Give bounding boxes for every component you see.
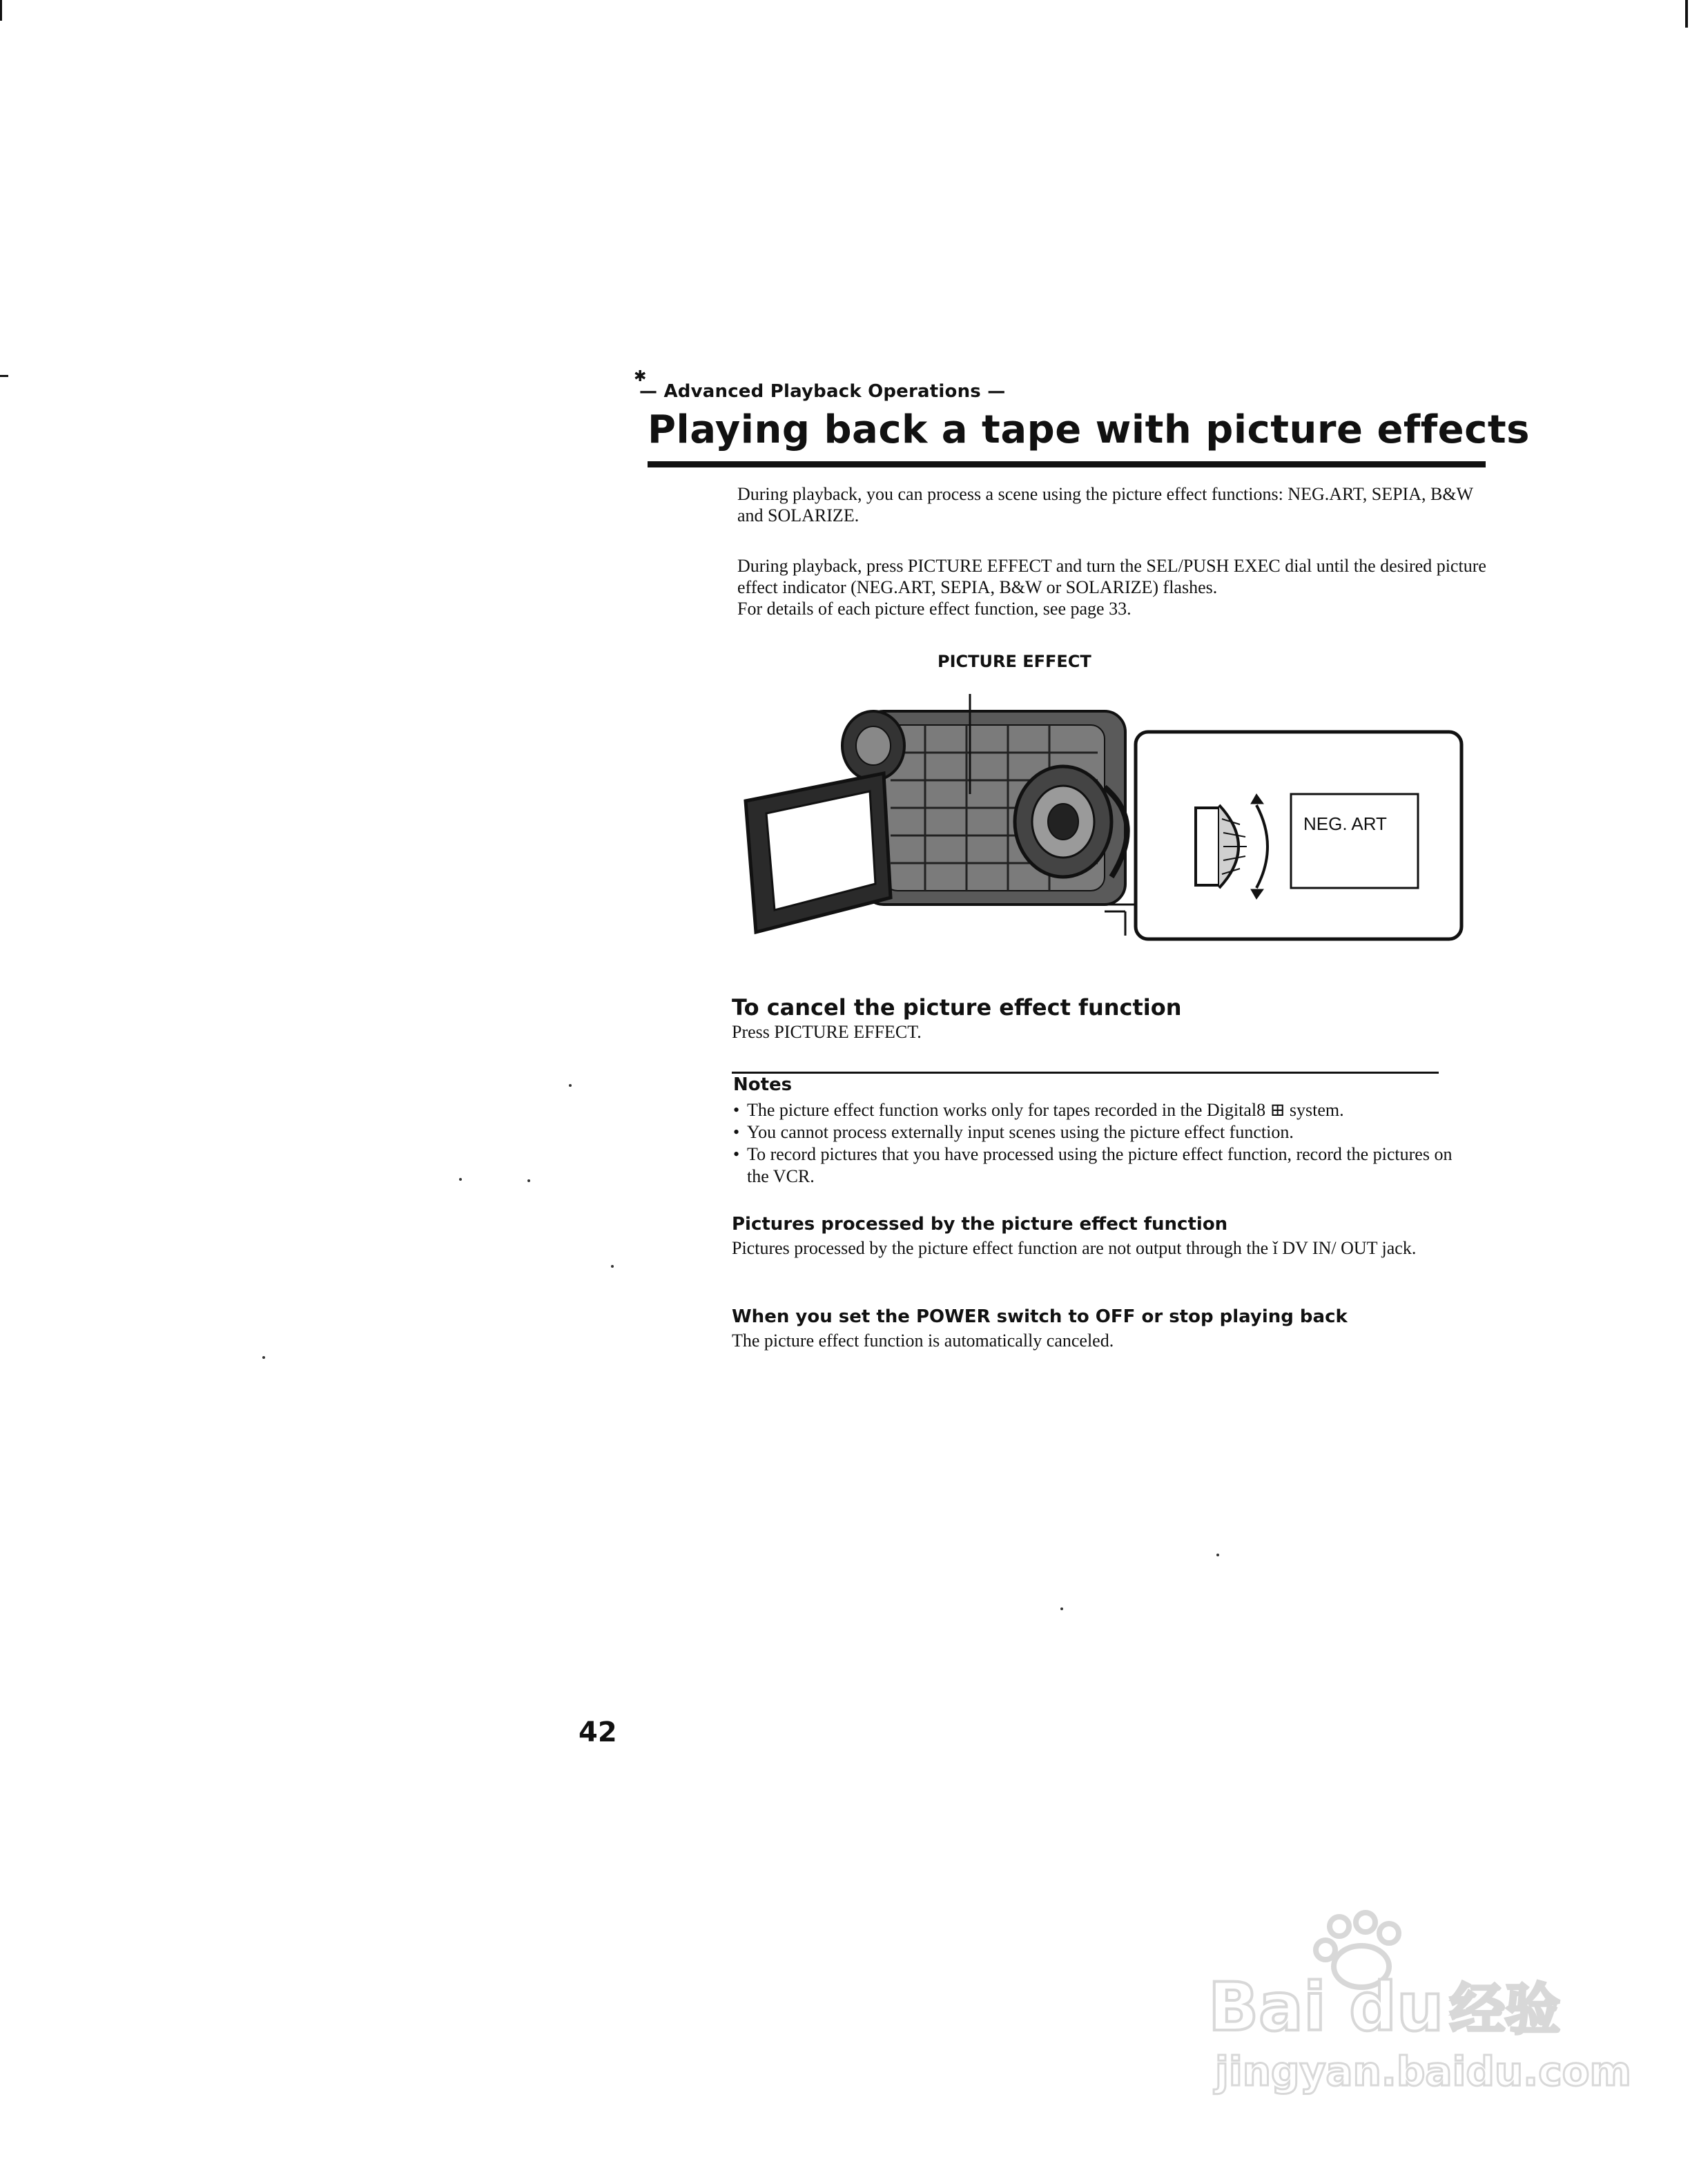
scan-speck xyxy=(459,1178,462,1181)
watermark-cn: 经验 xyxy=(1450,1978,1560,2042)
note-item: • The picture effect function works only for tapes recorded in the Digital8 ⊞ system. xyxy=(733,1100,1344,1120)
scan-speck xyxy=(527,1179,530,1182)
scan-speck xyxy=(1216,1554,1219,1556)
picture-effect-button-label: PICTURE EFFECT xyxy=(938,652,1091,671)
instruction-reference: For details of each picture effect function, see page 33. xyxy=(737,599,1131,619)
scan-speck xyxy=(611,1265,614,1268)
intro-paragraph: During playback, you can process a scene using the picture effect functions: NEG.ART, SEPIA, B&W and SOLARIZE. xyxy=(737,484,1473,525)
power-text: The picture effect function is automatically canceled. xyxy=(732,1331,1114,1351)
scan-speck xyxy=(1060,1607,1063,1610)
cancel-text: Press PICTURE EFFECT. xyxy=(732,1022,922,1042)
power-heading: When you set the POWER switch to OFF or stop playing back xyxy=(732,1306,1348,1327)
instruction-step: During playback, press PICTURE EFFECT and turn the SEL/PUSH EXEC dial until the desired picture effect indicator (NEG.ART, SEPIA, B&W or SOLARIZE) flashes. xyxy=(737,556,1486,597)
effect-output-text: Pictures processed by the picture effect function are not output through the ǐ DV IN/ OUT jack. xyxy=(732,1238,1417,1258)
instruction-paragraph xyxy=(737,555,1490,619)
note-item: • To record pictures that you have processed using the picture effect function, record the pictures on the VCR. xyxy=(733,1144,1453,1186)
display-screen xyxy=(1291,794,1418,888)
title-rule xyxy=(648,461,1486,467)
page-number: 42 xyxy=(579,1717,617,1748)
scan-speck xyxy=(569,1084,572,1087)
display-indicator-text: NEG. ART xyxy=(1303,813,1387,834)
watermark-brand: Bai du xyxy=(1208,1969,1444,2046)
notes-heading: Notes xyxy=(733,1074,793,1095)
camcorder-drawing xyxy=(746,694,1136,936)
notes-list xyxy=(733,1099,1458,1188)
section-star-mark: ✱ xyxy=(634,367,647,385)
page-title: Playing back a tape with picture effects xyxy=(648,407,1530,452)
scan-speck xyxy=(262,1356,265,1359)
scan-edge-mark-right xyxy=(1685,0,1688,28)
scan-edge-mark-left xyxy=(0,0,2,21)
watermark-url: jingyan.baidu.com xyxy=(1215,2048,1631,2095)
note-item: • You cannot process externally input scenes using the picture effect function. xyxy=(733,1122,1294,1142)
section-label: — Advanced Playback Operations — xyxy=(639,381,1006,402)
baidu-watermark xyxy=(1201,1913,1631,2095)
camcorder-illustration xyxy=(718,652,1477,946)
effect-output-heading: Pictures processed by the picture effect function xyxy=(732,1214,1228,1235)
cancel-heading: To cancel the picture effect function xyxy=(732,994,1182,1021)
scan-edge-mark-left-mid xyxy=(0,375,8,377)
notes-rule xyxy=(732,1072,1439,1074)
